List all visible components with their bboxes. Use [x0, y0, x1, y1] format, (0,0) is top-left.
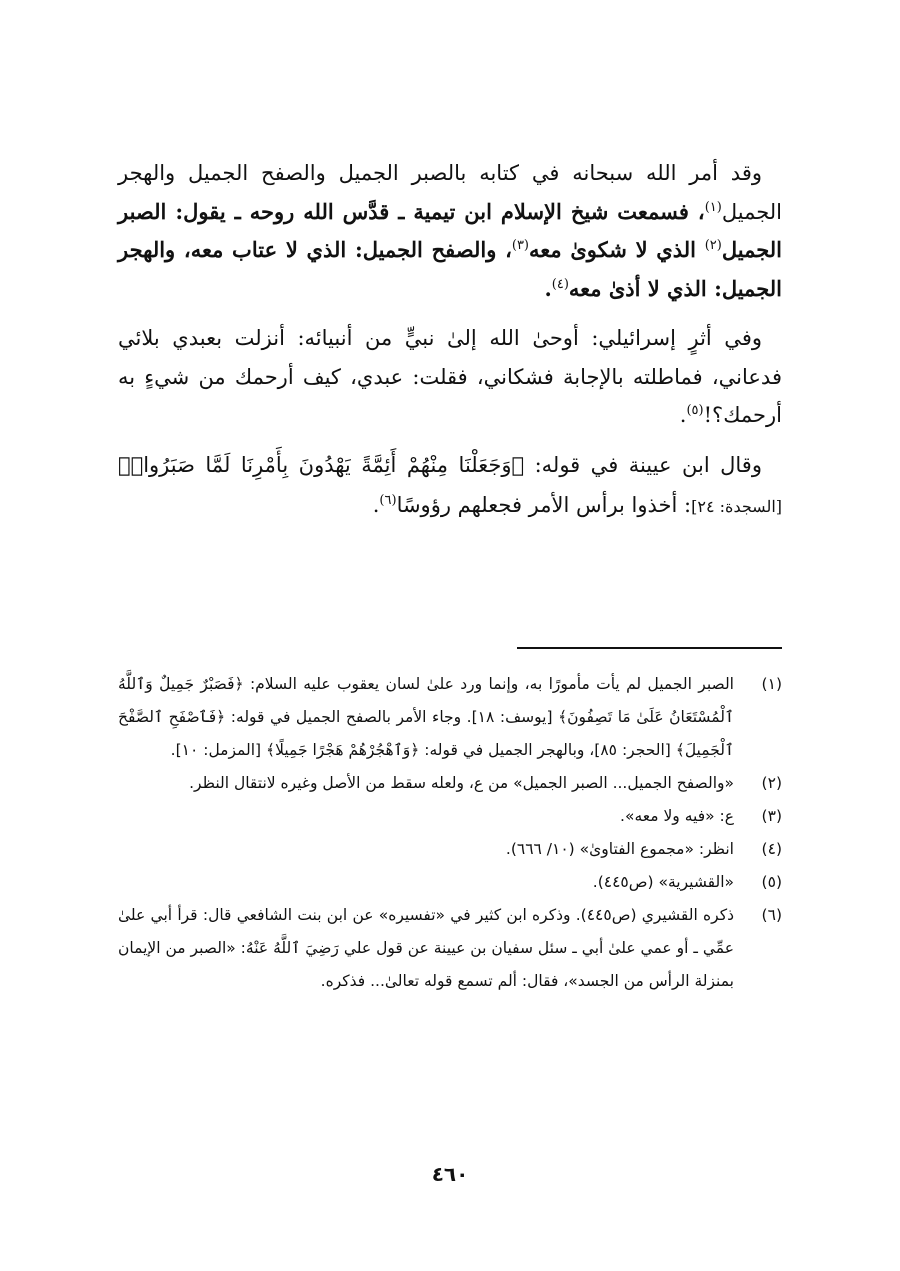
text: . — [372, 493, 380, 517]
text: وفي أثرٍ إسرائيلي: أوحىٰ الله إلىٰ نبيٍّ من أنبيائه: أنزلت بعبدي بلائي فدعاني، فماطلته بالإجابة فشكاني، فقلت: عبدي، كيف أرحمك من شيءٍ به أرحمك؟! — [118, 326, 782, 427]
footnote-ref-3[interactable]: (٣) — [511, 238, 529, 253]
footnote-text: الصبر الجميل لم يأت مأمورًا به، وإنما ورد علىٰ لسان يعقوب عليه السلام: ﴿فَصَبْرٌ جَمِيلٌ وَٱللَّهُ ٱلْمُسْتَعَانُ عَلَىٰ مَا تَصِفُونَ﴾ [يوسف: ١٨]. وجاء الأمر بالصفح الجميل في قوله: ﴿فَٱصْفَحِ ٱلصَّفْحَ ٱلْجَمِيلَ﴾ [الحجر: ٨٥]، وبالهجر الجميل في قوله: ﴿وَٱهْجُرْهُمْ هَجْرًا جَمِيلًا﴾ [المزمل: ١٠]. — [118, 675, 734, 759]
paragraph-2 — [118, 319, 782, 435]
text: : أخذوا برأس الأمر فجعلهم رؤوسًا — [396, 493, 692, 517]
paragraph-1 — [118, 154, 782, 308]
text: الصبر الجميل — [118, 198, 782, 262]
quran-verse: ﴿وَجَعَلْنَا مِنْهُمْ أَئِمَّةً يَهْدُونَ بِأَمْرِنَا لَمَّا صَبَرُوا۟﴾ — [118, 452, 525, 477]
text: وقد أمر الله سبحانه في كتابه بالصبر الجميل والصفح الجميل والهجر الجميل — [118, 161, 782, 224]
text: . — [544, 275, 552, 301]
footnote-5 — [118, 866, 782, 899]
footnote-number: (١) — [761, 675, 782, 693]
footnote-1 — [118, 668, 782, 767]
footnote-text: «والصفح الجميل... الصبر الجميل» من ع، ولعله سقط من الأصل وغيره لانتقال النظر. — [189, 774, 734, 792]
footnote-ref-2[interactable]: (٢) — [704, 238, 722, 253]
footnote-number: (٦) — [761, 906, 782, 924]
footnote-ref-5[interactable]: (٥) — [686, 403, 704, 418]
footnote-text: ذكره القشيري (ص٤٤٥). وذكره ابن كثير في «تفسيره» عن ابن بنت الشافعي قال: قرأ أبي علىٰ عمِّي ـ أو عمي علىٰ أبي ـ سئل سفيان بن عيينة عن قول علي رَضِيَ ٱللَّهُ عَنْهُ: «الصبر من الإيمان بمنزلة الرأس من الجسد»، فقال: ألم تسمع قوله تعالىٰ... فذكره. — [118, 906, 734, 990]
footnote-2 — [118, 767, 782, 800]
footnote-text: «القشيرية» (ص٤٤٥). — [592, 873, 734, 891]
footnote-number: (٤) — [761, 840, 782, 858]
text: ، فسمعت شيخ الإسلام ابن تيمية ـ قدَّس الله روحه ـ يقول: — [175, 198, 705, 224]
text: الذي لا شكوىٰ معه — [529, 237, 705, 262]
footnote-3 — [118, 800, 782, 833]
verse-reference: [السجدة: ٢٤] — [691, 497, 782, 516]
footnote-4 — [118, 833, 782, 866]
footnote-text: انظر: «مجموع الفتاوىٰ» (١٠/ ٦٦٦). — [505, 840, 734, 858]
footnote-ref-6[interactable]: (٦) — [379, 493, 397, 508]
text: ، والصفح الجميل: الذي لا عتاب معه، والهجر الجميل: الذي لا أذىٰ معه — [118, 237, 782, 301]
footnote-number: (٣) — [761, 807, 782, 825]
paragraph-3 — [118, 446, 782, 527]
main-text — [118, 154, 782, 538]
footnote-number: (٢) — [761, 774, 782, 792]
text: وقال ابن عيينة في قوله: — [524, 452, 762, 477]
footnote-number: (٥) — [761, 873, 782, 891]
footnote-6 — [118, 899, 782, 998]
page-number: ٤٦٠ — [431, 1162, 469, 1186]
footnote-ref-1[interactable]: (١) — [704, 199, 722, 215]
footnote-ref-4[interactable]: (٤) — [551, 276, 569, 292]
footnotes — [118, 668, 782, 998]
text: . — [679, 403, 687, 427]
footnote-separator — [517, 647, 782, 649]
footnote-text: ع: «فيه ولا معه». — [620, 807, 734, 825]
